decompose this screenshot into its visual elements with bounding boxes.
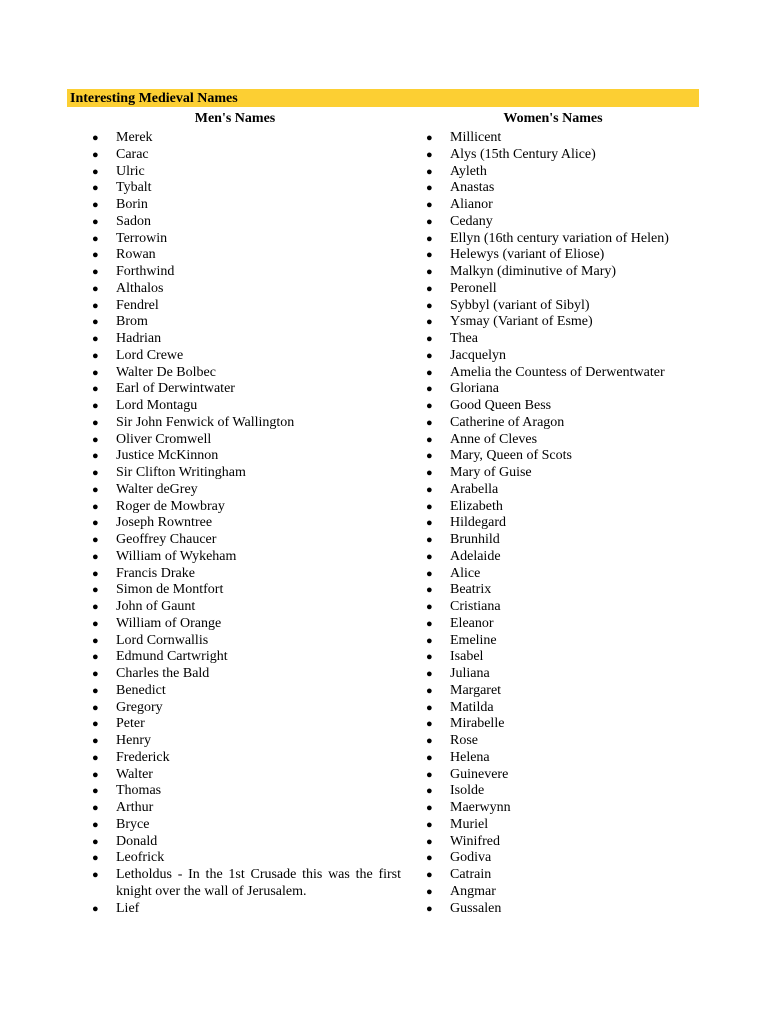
bullet-icon: ● bbox=[92, 266, 99, 278]
bullet-icon: ● bbox=[426, 148, 433, 161]
document-title: Interesting Medieval Names bbox=[70, 91, 238, 106]
men-name-text: Gregory bbox=[116, 699, 163, 715]
women-name-text: Isolde bbox=[450, 783, 485, 799]
women-name-item bbox=[426, 733, 716, 750]
men-name-text: Thomas bbox=[116, 783, 162, 799]
men-name-item bbox=[92, 432, 402, 449]
women-name-text: Alianor bbox=[450, 197, 493, 212]
men-name-text: Terrowin bbox=[116, 230, 168, 246]
bullet-icon: ● bbox=[92, 617, 99, 630]
women-name-item bbox=[426, 298, 716, 315]
men-name-item bbox=[92, 716, 402, 733]
women-name-text: Adelaide bbox=[450, 548, 501, 564]
bullet-icon: ● bbox=[92, 852, 99, 865]
women-name-item bbox=[426, 264, 716, 281]
bullet-icon: ● bbox=[426, 534, 433, 546]
men-name-item bbox=[92, 566, 402, 583]
men-name-text: Forthwind bbox=[116, 264, 175, 279]
bullet-icon: ● bbox=[426, 885, 433, 898]
bullet-icon: ● bbox=[92, 550, 99, 563]
women-name-item bbox=[426, 147, 716, 164]
bullet-icon: ● bbox=[92, 785, 99, 798]
women-name-text: Juliana bbox=[450, 666, 490, 681]
women-name-item bbox=[426, 197, 716, 214]
bullet-icon: ● bbox=[92, 483, 99, 496]
men-name-text: Carac bbox=[116, 146, 149, 162]
bullet-icon: ● bbox=[92, 416, 99, 429]
women-name-item bbox=[426, 633, 716, 650]
bullet-icon: ● bbox=[426, 282, 433, 295]
men-name-item bbox=[92, 817, 402, 834]
women-name-item bbox=[426, 616, 716, 633]
bullet-icon: ● bbox=[92, 349, 99, 362]
women-name-text: Mary of Guise bbox=[450, 465, 532, 480]
women-name-text: Rose bbox=[450, 733, 478, 748]
men-name-item bbox=[92, 683, 402, 700]
bullet-icon: ● bbox=[426, 199, 433, 211]
women-name-text: Godiva bbox=[450, 850, 492, 866]
bullet-icon: ● bbox=[92, 768, 99, 781]
women-name-text: Ayleth bbox=[450, 163, 487, 179]
men-name-item bbox=[92, 247, 402, 264]
men-name-text: Sir Clifton Writingham bbox=[116, 465, 246, 480]
women-name-item bbox=[426, 247, 716, 264]
bullet-icon: ● bbox=[92, 199, 99, 211]
men-name-text: Hadrian bbox=[116, 331, 162, 346]
women-name-text: Good Queen Bess bbox=[450, 398, 552, 413]
bullet-icon: ● bbox=[426, 718, 433, 731]
bullet-icon: ● bbox=[426, 684, 433, 697]
men-name-text: John of Gaunt bbox=[116, 599, 196, 614]
bullet-icon: ● bbox=[92, 802, 99, 814]
men-name-item bbox=[92, 582, 402, 599]
women-name-item bbox=[426, 331, 716, 348]
men-name-item bbox=[92, 666, 402, 683]
men-name-item bbox=[92, 633, 402, 650]
women-name-text: Muriel bbox=[450, 816, 489, 832]
women-name-text: Winifred bbox=[450, 833, 500, 849]
bullet-icon: ● bbox=[92, 316, 99, 329]
men-name-text: Brom bbox=[116, 314, 148, 330]
women-name-item bbox=[426, 716, 716, 733]
men-name-text: Fendrel bbox=[116, 297, 159, 313]
men-name-item bbox=[92, 783, 402, 800]
men-name-text: Walter De Bolbec bbox=[116, 364, 216, 380]
men-name-text: Donald bbox=[116, 833, 158, 849]
men-name-item bbox=[92, 164, 402, 181]
women-name-text: Eleanor bbox=[450, 615, 494, 631]
men-name-text: Lord Montagu bbox=[116, 398, 198, 413]
women-name-text: Mary, Queen of Scots bbox=[450, 448, 572, 464]
women-name-item bbox=[426, 649, 716, 666]
men-name-item bbox=[92, 599, 402, 616]
women-name-text: Thea bbox=[450, 331, 478, 346]
bullet-icon: ● bbox=[426, 735, 433, 747]
women-name-text: Brunhild bbox=[450, 532, 500, 547]
women-name-item bbox=[426, 767, 716, 784]
women-name-item bbox=[426, 666, 716, 683]
bullet-icon: ● bbox=[92, 165, 99, 178]
bullet-icon: ● bbox=[92, 450, 99, 463]
women-name-item bbox=[426, 532, 716, 549]
bullet-icon: ● bbox=[426, 634, 433, 647]
men-name-item bbox=[92, 465, 402, 482]
bullet-icon: ● bbox=[92, 835, 99, 848]
women-name-text: Malkyn (diminutive of Mary) bbox=[450, 264, 617, 279]
women-name-item bbox=[426, 817, 716, 834]
men-name-item bbox=[92, 700, 402, 717]
men-name-text: Benedict bbox=[116, 682, 166, 698]
bullet-icon: ● bbox=[426, 835, 433, 848]
women-name-text: Gloriana bbox=[450, 381, 499, 397]
bullet-icon: ● bbox=[426, 852, 433, 865]
men-name-item bbox=[92, 549, 402, 566]
bullet-icon: ● bbox=[92, 333, 99, 345]
bullet-icon: ● bbox=[426, 802, 433, 814]
bullet-icon: ● bbox=[426, 232, 433, 245]
bullet-icon: ● bbox=[92, 232, 99, 245]
bullet-icon: ● bbox=[92, 818, 99, 831]
bullet-icon: ● bbox=[426, 450, 433, 463]
women-name-item bbox=[426, 884, 716, 901]
bullet-icon: ● bbox=[426, 601, 433, 613]
bullet-icon: ● bbox=[426, 366, 433, 379]
men-name-item bbox=[92, 733, 402, 750]
men-name-item bbox=[92, 834, 402, 851]
women-name-text: Cristiana bbox=[450, 599, 501, 614]
bullet-icon: ● bbox=[92, 400, 99, 412]
bullet-icon: ● bbox=[426, 182, 433, 195]
women-name-text: Catrain bbox=[450, 867, 492, 882]
women-name-text: Peronell bbox=[450, 280, 497, 296]
women-name-item bbox=[426, 683, 716, 700]
bullet-icon: ● bbox=[92, 601, 99, 613]
women-name-item bbox=[426, 398, 716, 415]
men-name-item bbox=[92, 214, 402, 231]
men-name-text: Sir John Fenwick of Wallington bbox=[116, 414, 295, 430]
men-name-text: Francis Drake bbox=[116, 565, 195, 581]
men-name-text: Tybalt bbox=[116, 180, 152, 196]
bullet-icon: ● bbox=[92, 383, 99, 396]
men-name-text: Rowan bbox=[116, 247, 156, 263]
bullet-icon: ● bbox=[426, 467, 433, 479]
women-name-item bbox=[426, 566, 716, 583]
women-name-text: Isabel bbox=[450, 649, 484, 665]
bullet-icon: ● bbox=[92, 148, 99, 161]
women-name-item bbox=[426, 834, 716, 851]
men-name-text: Simon de Montfort bbox=[116, 582, 224, 598]
men-name-text: Frederick bbox=[116, 749, 170, 765]
women-name-item bbox=[426, 448, 716, 465]
bullet-icon: ● bbox=[92, 433, 99, 446]
men-name-item bbox=[92, 264, 402, 281]
bullet-icon: ● bbox=[426, 349, 433, 362]
women-name-item bbox=[426, 850, 716, 867]
women-name-text: Guinevere bbox=[450, 766, 509, 782]
bullet-icon: ● bbox=[426, 517, 433, 530]
bullet-icon: ● bbox=[426, 567, 433, 580]
women-name-item bbox=[426, 465, 716, 482]
bullet-icon: ● bbox=[92, 299, 99, 312]
bullet-icon: ● bbox=[426, 266, 433, 278]
women-name-item bbox=[426, 582, 716, 599]
bullet-icon: ● bbox=[426, 483, 433, 496]
women-name-item bbox=[426, 515, 716, 532]
bullet-icon: ● bbox=[92, 534, 99, 546]
bullet-icon: ● bbox=[426, 316, 433, 329]
bullet-icon: ● bbox=[426, 416, 433, 429]
women-name-item bbox=[426, 783, 716, 800]
men-name-text: Merek bbox=[116, 130, 153, 145]
bullet-icon: ● bbox=[426, 165, 433, 178]
bullet-icon: ● bbox=[92, 718, 99, 731]
men-name-text: Henry bbox=[116, 733, 151, 748]
men-name-text: Borin bbox=[116, 197, 148, 212]
men-name-text: Oliver Cromwell bbox=[116, 431, 212, 447]
bullet-icon: ● bbox=[92, 132, 99, 144]
men-name-text: Lord Crewe bbox=[116, 347, 184, 363]
bullet-icon: ● bbox=[426, 751, 433, 764]
bullet-icon: ● bbox=[92, 366, 99, 379]
title-bar bbox=[67, 89, 699, 107]
women-name-text: Cedany bbox=[450, 213, 493, 229]
men-name-item bbox=[92, 616, 402, 633]
bullet-icon: ● bbox=[92, 282, 99, 295]
bullet-icon: ● bbox=[92, 651, 99, 664]
women-name-text: Matilda bbox=[450, 699, 494, 715]
men-name-text: Arthur bbox=[116, 800, 154, 815]
women-name-text: Gussalen bbox=[450, 900, 502, 916]
men-name-text: Charles the Bald bbox=[116, 666, 210, 681]
women-name-text: Hildegard bbox=[450, 515, 506, 531]
bullet-icon: ● bbox=[426, 869, 433, 881]
women-name-item bbox=[426, 867, 716, 884]
bullet-icon: ● bbox=[92, 182, 99, 195]
women-name-text: Sybbyl (variant of Sibyl) bbox=[450, 297, 590, 313]
bullet-icon: ● bbox=[92, 668, 99, 680]
women-name-item bbox=[426, 381, 716, 398]
bullet-icon: ● bbox=[92, 467, 99, 479]
men-name-text: Peter bbox=[116, 716, 145, 732]
men-name-item bbox=[92, 850, 402, 867]
bullet-icon: ● bbox=[92, 902, 99, 915]
women-name-item bbox=[426, 180, 716, 197]
bullet-icon: ● bbox=[426, 785, 433, 798]
men-name-text: Althalos bbox=[116, 280, 164, 296]
bullet-icon: ● bbox=[426, 668, 433, 680]
women-name-item bbox=[426, 314, 716, 331]
bullet-icon: ● bbox=[426, 768, 433, 781]
bullet-icon: ● bbox=[92, 584, 99, 597]
women-name-item bbox=[426, 599, 716, 616]
bullet-icon: ● bbox=[426, 383, 433, 396]
men-name-text: Ulric bbox=[116, 163, 145, 179]
bullet-icon: ● bbox=[92, 517, 99, 530]
bullet-icon: ● bbox=[426, 500, 433, 513]
women-name-item bbox=[426, 800, 716, 817]
men-name-item bbox=[92, 314, 402, 331]
women-name-text: Amelia the Countess of Derwentwater bbox=[450, 364, 665, 380]
men-name-item bbox=[92, 415, 402, 432]
men-name-item bbox=[92, 901, 402, 918]
women-name-text: Arabella bbox=[450, 481, 499, 497]
bullet-icon: ● bbox=[92, 684, 99, 697]
men-name-text: Joseph Rowntree bbox=[116, 515, 213, 531]
men-name-item bbox=[92, 331, 402, 348]
men-name-item bbox=[92, 767, 402, 784]
women-name-item bbox=[426, 750, 716, 767]
bullet-icon: ● bbox=[426, 617, 433, 630]
men-name-item bbox=[92, 231, 402, 248]
men-name-item bbox=[92, 398, 402, 415]
women-name-item bbox=[426, 348, 716, 365]
women-name-item bbox=[426, 365, 716, 382]
women-names-heading: Women's Names bbox=[503, 111, 603, 126]
men-name-item bbox=[92, 448, 402, 465]
women-name-text: Alice bbox=[450, 565, 481, 581]
men-name-item bbox=[92, 298, 402, 315]
bullet-icon: ● bbox=[426, 550, 433, 563]
men-names-list bbox=[92, 130, 402, 917]
men-name-text: William of Wykeham bbox=[116, 548, 237, 564]
women-name-text: Maerwynn bbox=[450, 800, 511, 815]
bullet-icon: ● bbox=[92, 249, 99, 262]
women-name-item bbox=[426, 231, 716, 248]
women-name-text: Helewys (variant of Eliose) bbox=[450, 247, 605, 263]
men-name-item bbox=[92, 348, 402, 365]
women-name-item bbox=[426, 214, 716, 231]
women-name-text: Elizabeth bbox=[450, 498, 503, 514]
women-name-item bbox=[426, 549, 716, 566]
men-name-item bbox=[92, 515, 402, 532]
men-name-item bbox=[92, 281, 402, 298]
bullet-icon: ● bbox=[92, 869, 99, 881]
women-name-item bbox=[426, 432, 716, 449]
women-name-item bbox=[426, 499, 716, 516]
women-name-item bbox=[426, 415, 716, 432]
bullet-icon: ● bbox=[426, 333, 433, 345]
women-name-text: Ellyn (16th century variation of Helen) bbox=[450, 230, 669, 246]
men-name-text: Edmund Cartwright bbox=[116, 649, 228, 665]
women-name-text: Anastas bbox=[450, 180, 495, 196]
women-name-text: Alys (15th Century Alice) bbox=[450, 146, 596, 162]
women-name-text: Beatrix bbox=[450, 582, 492, 598]
men-name-item bbox=[92, 130, 402, 147]
men-name-item bbox=[92, 180, 402, 197]
men-name-item bbox=[92, 147, 402, 164]
men-name-item bbox=[92, 649, 402, 666]
men-name-item bbox=[92, 499, 402, 516]
bullet-icon: ● bbox=[92, 500, 99, 513]
women-name-text: Helena bbox=[450, 749, 490, 765]
bullet-icon: ● bbox=[426, 902, 433, 915]
women-name-text: Angmar bbox=[450, 883, 496, 899]
bullet-icon: ● bbox=[426, 215, 433, 228]
bullet-icon: ● bbox=[92, 751, 99, 764]
men-name-text: Sadon bbox=[116, 213, 151, 229]
women-name-text: Margaret bbox=[450, 682, 502, 698]
men-name-text: Walter bbox=[116, 766, 153, 782]
women-name-text: Catherine of Aragon bbox=[450, 414, 565, 430]
men-name-text: Lief bbox=[116, 900, 140, 916]
men-name-text: Walter deGrey bbox=[116, 481, 198, 497]
women-name-text: Emeline bbox=[450, 632, 497, 648]
men-name-text: Leofrick bbox=[116, 850, 165, 866]
women-names-list bbox=[426, 130, 716, 917]
bullet-icon: ● bbox=[426, 299, 433, 312]
men-name-text: Earl of Derwintwater bbox=[116, 381, 235, 397]
bullet-icon: ● bbox=[426, 651, 433, 664]
men-name-item bbox=[92, 197, 402, 214]
men-name-text: Roger de Mowbray bbox=[116, 498, 225, 514]
men-name-text: Geoffrey Chaucer bbox=[116, 532, 217, 547]
women-name-text: Millicent bbox=[450, 130, 502, 145]
men-name-text: Bryce bbox=[116, 816, 150, 832]
women-name-text: Anne of Cleves bbox=[450, 431, 538, 447]
men-name-text: Letholdus - In the 1st Crusade this was the first knight over the wall of Jerusalem. bbox=[116, 867, 401, 899]
men-name-text: Justice McKinnon bbox=[116, 448, 219, 464]
bullet-icon: ● bbox=[92, 567, 99, 580]
men-name-item bbox=[92, 800, 402, 817]
men-name-item bbox=[92, 867, 402, 901]
bullet-icon: ● bbox=[426, 818, 433, 831]
women-name-item bbox=[426, 164, 716, 181]
women-name-text: Ysmay (Variant of Esme) bbox=[450, 314, 593, 330]
men-name-item bbox=[92, 532, 402, 549]
bullet-icon: ● bbox=[92, 215, 99, 228]
women-name-item bbox=[426, 281, 716, 298]
bullet-icon: ● bbox=[426, 701, 433, 714]
bullet-icon: ● bbox=[426, 249, 433, 262]
bullet-icon: ● bbox=[426, 584, 433, 597]
women-name-item bbox=[426, 901, 716, 918]
bullet-icon: ● bbox=[92, 701, 99, 714]
men-name-text: William of Orange bbox=[116, 615, 222, 631]
women-name-item bbox=[426, 130, 716, 147]
men-name-item bbox=[92, 750, 402, 767]
women-name-text: Mirabelle bbox=[450, 716, 505, 732]
bullet-icon: ● bbox=[426, 433, 433, 446]
bullet-icon: ● bbox=[426, 400, 433, 412]
men-name-text: Lord Cornwallis bbox=[116, 632, 209, 648]
women-name-item bbox=[426, 482, 716, 499]
bullet-icon: ● bbox=[92, 634, 99, 647]
women-name-text: Jacquelyn bbox=[450, 347, 506, 363]
men-names-heading: Men's Names bbox=[194, 111, 276, 126]
women-name-item bbox=[426, 700, 716, 717]
men-name-item bbox=[92, 381, 402, 398]
men-name-item bbox=[92, 365, 402, 382]
bullet-icon: ● bbox=[426, 132, 433, 144]
bullet-icon: ● bbox=[92, 735, 99, 747]
men-name-item bbox=[92, 482, 402, 499]
